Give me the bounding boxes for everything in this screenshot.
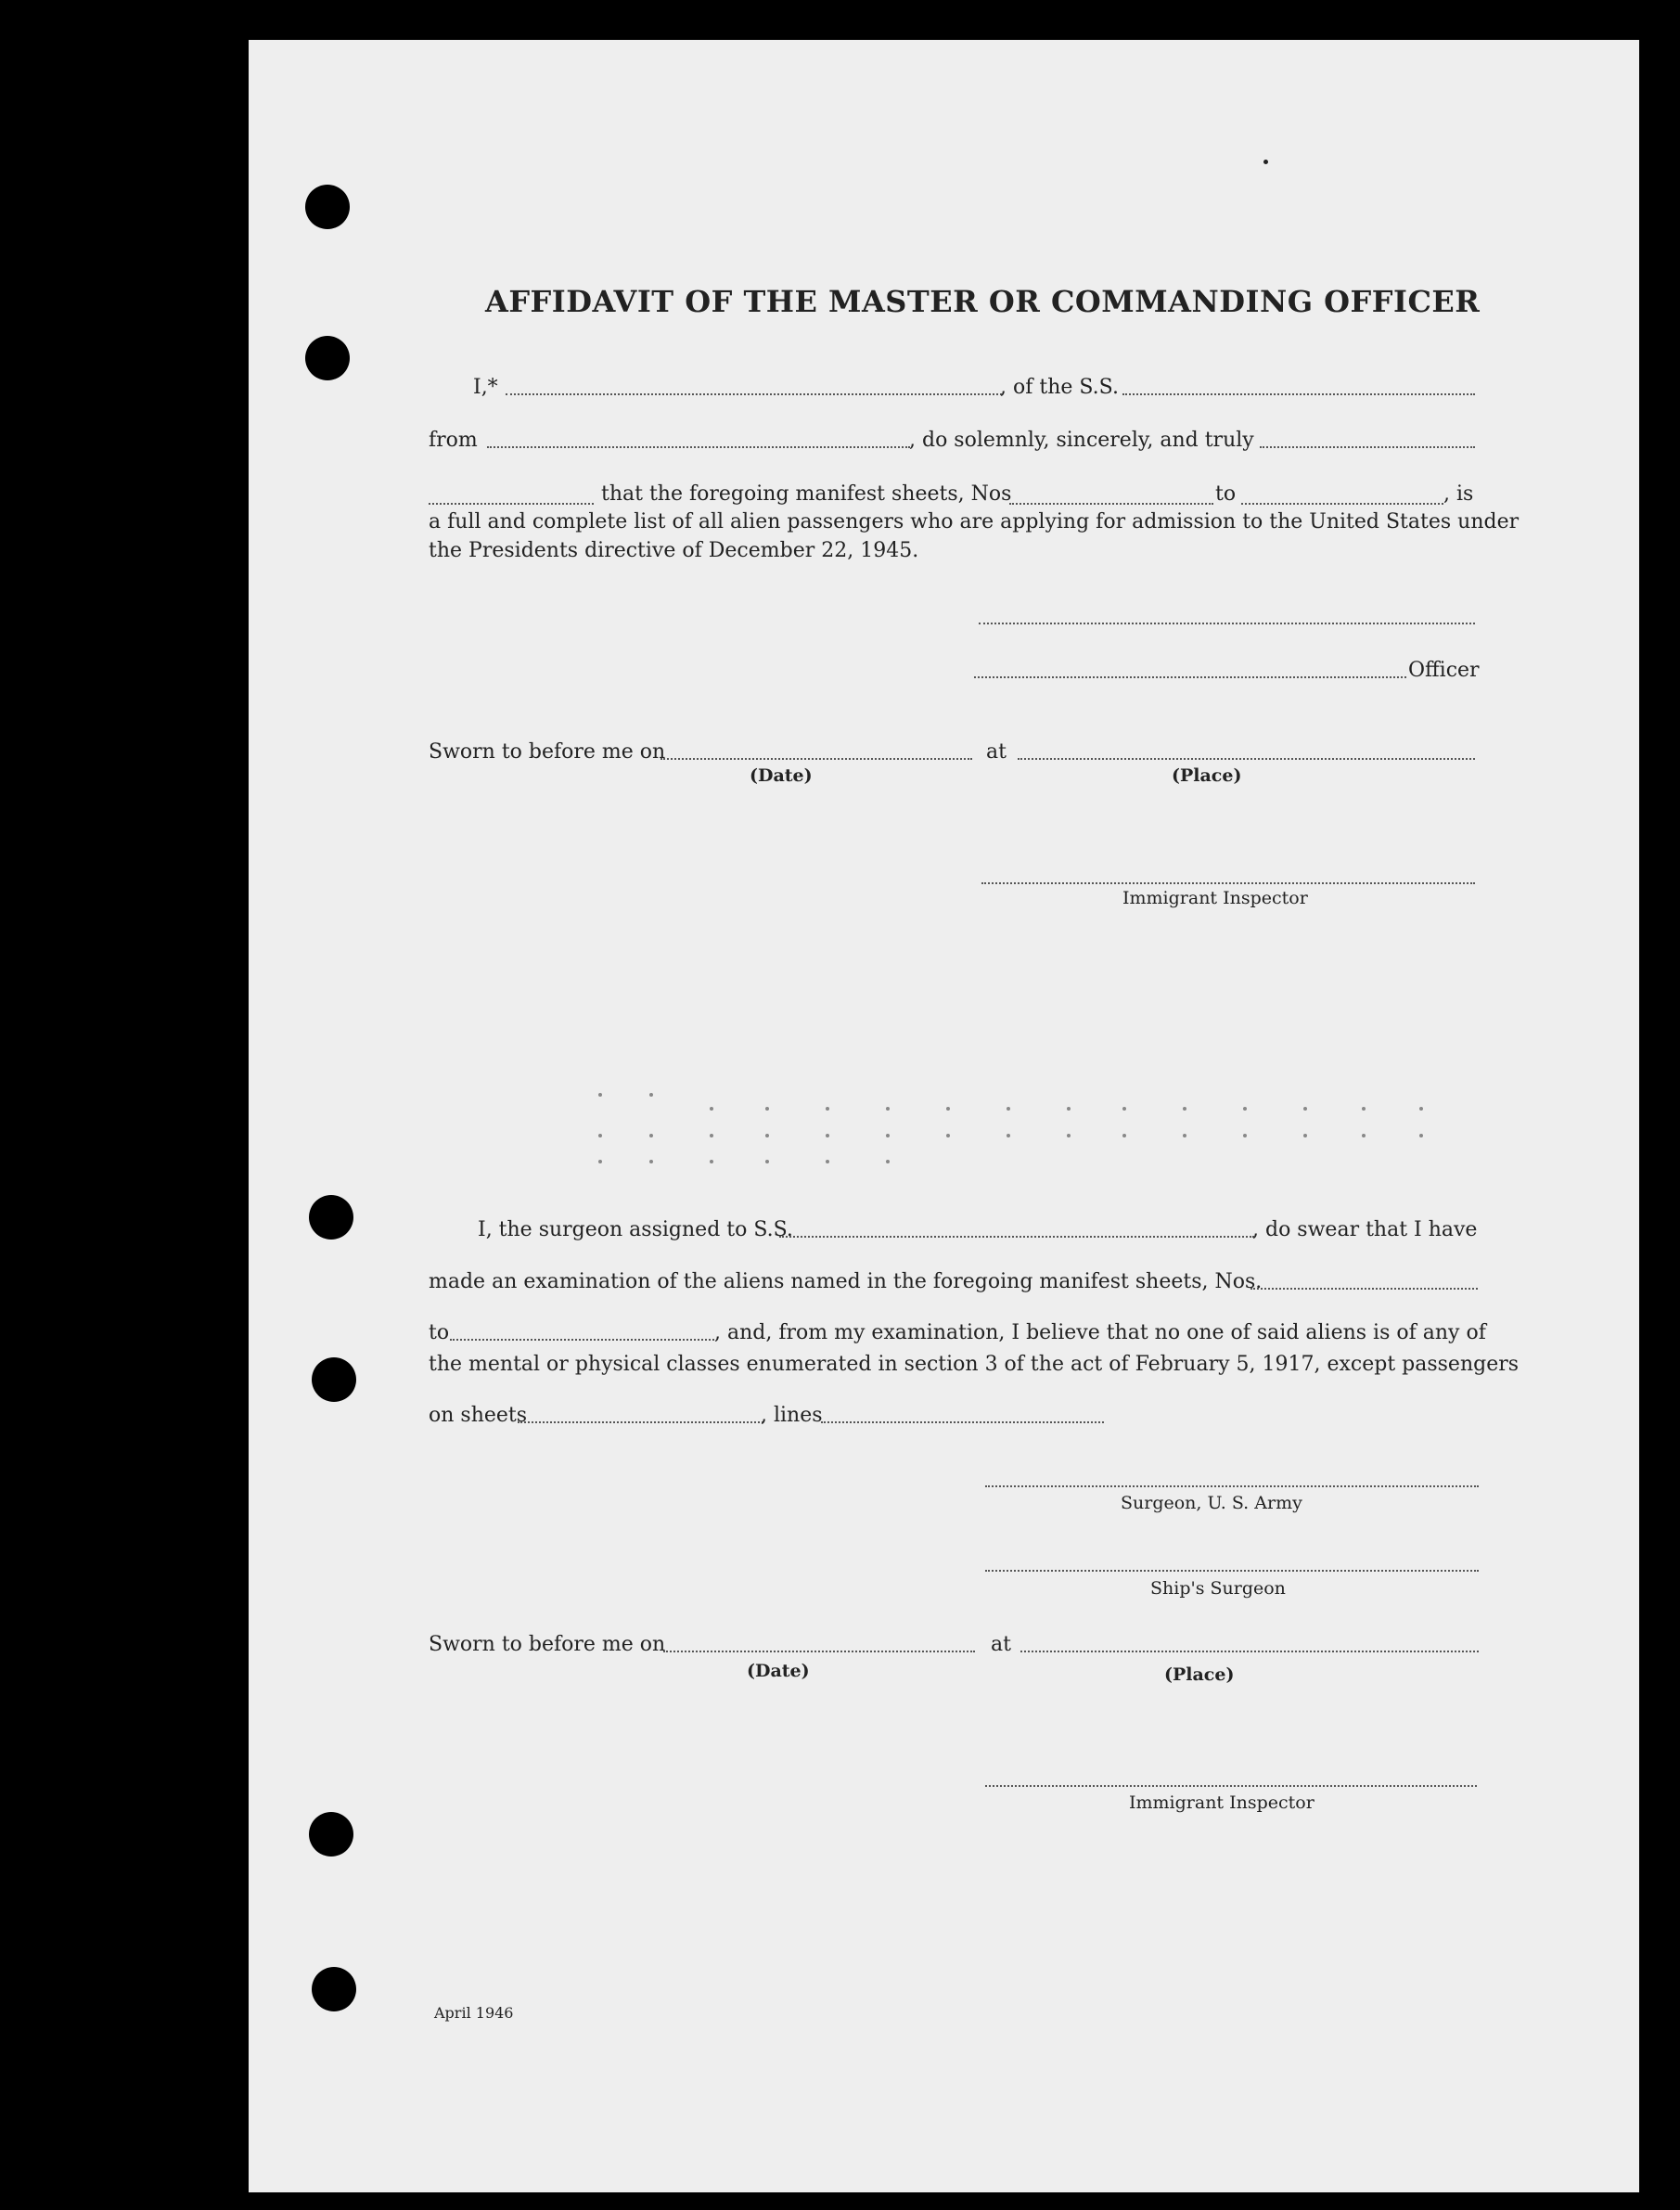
sheets-to-field[interactable]	[1241, 503, 1443, 505]
surgeon-line1-start: I, the surgeon assigned to S.S.	[478, 1218, 793, 1241]
master-line1-mid: , of the S.S.	[1000, 376, 1119, 399]
surgeon-place-caption: (Place)	[1164, 1664, 1235, 1685]
surgeon-line1-end: , do swear that I have	[1252, 1218, 1478, 1241]
surgeon-line3-start: to	[429, 1321, 450, 1344]
ink-speck	[1263, 160, 1268, 164]
master-date-caption: (Date)	[750, 765, 813, 786]
signature-line-1[interactable]	[979, 623, 1475, 624]
master-sworn-label: Sworn to before me on	[429, 740, 666, 764]
master-line3-end: , is	[1443, 482, 1474, 506]
punch-hole	[305, 185, 350, 229]
surgeon-sworn-label: Sworn to before me on	[429, 1633, 666, 1656]
punch-hole	[305, 336, 350, 380]
on-sheets-field[interactable]	[518, 1421, 763, 1423]
oath-field[interactable]	[429, 503, 594, 505]
master-place-caption: (Place)	[1172, 765, 1242, 786]
swear-field[interactable]	[1260, 446, 1475, 448]
master-inspector-signature-field[interactable]	[981, 882, 1475, 884]
master-sworn-date-field[interactable]	[660, 758, 972, 760]
surgeon-to-field[interactable]	[450, 1339, 714, 1341]
surgeon-line5-start: on sheets	[429, 1404, 528, 1427]
master-line3-to: to	[1215, 482, 1237, 506]
ship-surgeon-signature-field[interactable]	[985, 1570, 1479, 1572]
punch-hole	[309, 1812, 353, 1857]
surgeon-line2: made an examination of the aliens named in the foregoing manifest sheets, Nos.	[429, 1270, 1263, 1293]
form-sheet	[249, 40, 1639, 2192]
form-date-footer: April 1946	[434, 2004, 514, 2022]
army-surgeon-signature-field[interactable]	[985, 1485, 1479, 1487]
master-line2-start: from	[429, 429, 478, 452]
master-inspector-caption: Immigrant Inspector	[1122, 888, 1308, 908]
army-surgeon-caption: Surgeon, U. S. Army	[1121, 1493, 1302, 1513]
master-sworn-place-field[interactable]	[1018, 758, 1475, 760]
punch-hole	[312, 1967, 356, 2011]
surgeon-inspector-caption: Immigrant Inspector	[1129, 1792, 1315, 1813]
page-title: AFFIDAVIT OF THE MASTER OR COMMANDING OFFICER	[485, 284, 1481, 319]
master-line4: a full and complete list of all alien passengers who are applying for admission to the United States under	[429, 510, 1520, 533]
officer-label: Officer	[1408, 659, 1480, 682]
master-line2-mid: , do solemnly, sincerely, and truly	[909, 429, 1254, 452]
master-line1-start: I,*	[473, 376, 498, 399]
surgeon-line4: the mental or physical classes enumerated in section 3 of the act of February 5, 1917, except passengers	[429, 1353, 1520, 1376]
master-line3-mid: that the foregoing manifest sheets, Nos	[601, 482, 1012, 506]
surgeon-line3-end: , and, from my examination, I believe that no one of said aliens is of any of	[714, 1321, 1486, 1344]
master-line5: the Presidents directive of December 22, 1945.	[429, 539, 919, 562]
punch-hole	[312, 1357, 356, 1402]
master-at-label: at	[986, 740, 1007, 764]
master-name-field[interactable]	[506, 393, 1002, 395]
surgeon-sworn-date-field[interactable]	[663, 1651, 975, 1652]
surgeon-line5-mid: , lines	[761, 1404, 823, 1427]
surgeon-ship-field[interactable]	[779, 1236, 1254, 1238]
lines-field[interactable]	[821, 1421, 1104, 1423]
surgeon-date-caption: (Date)	[747, 1661, 810, 1681]
surgeon-sworn-place-field[interactable]	[1020, 1651, 1479, 1652]
punch-hole	[309, 1195, 353, 1240]
surgeon-at-label: at	[991, 1633, 1011, 1656]
sheets-from-field[interactable]	[1009, 503, 1213, 505]
surgeon-inspector-signature-field[interactable]	[985, 1785, 1477, 1787]
officer-signature-field[interactable]	[974, 676, 1406, 678]
surgeon-nos-field[interactable]	[1250, 1288, 1478, 1290]
ship-name-field[interactable]	[1122, 393, 1475, 395]
from-field[interactable]	[487, 446, 910, 448]
ship-surgeon-caption: Ship's Surgeon	[1150, 1578, 1286, 1599]
